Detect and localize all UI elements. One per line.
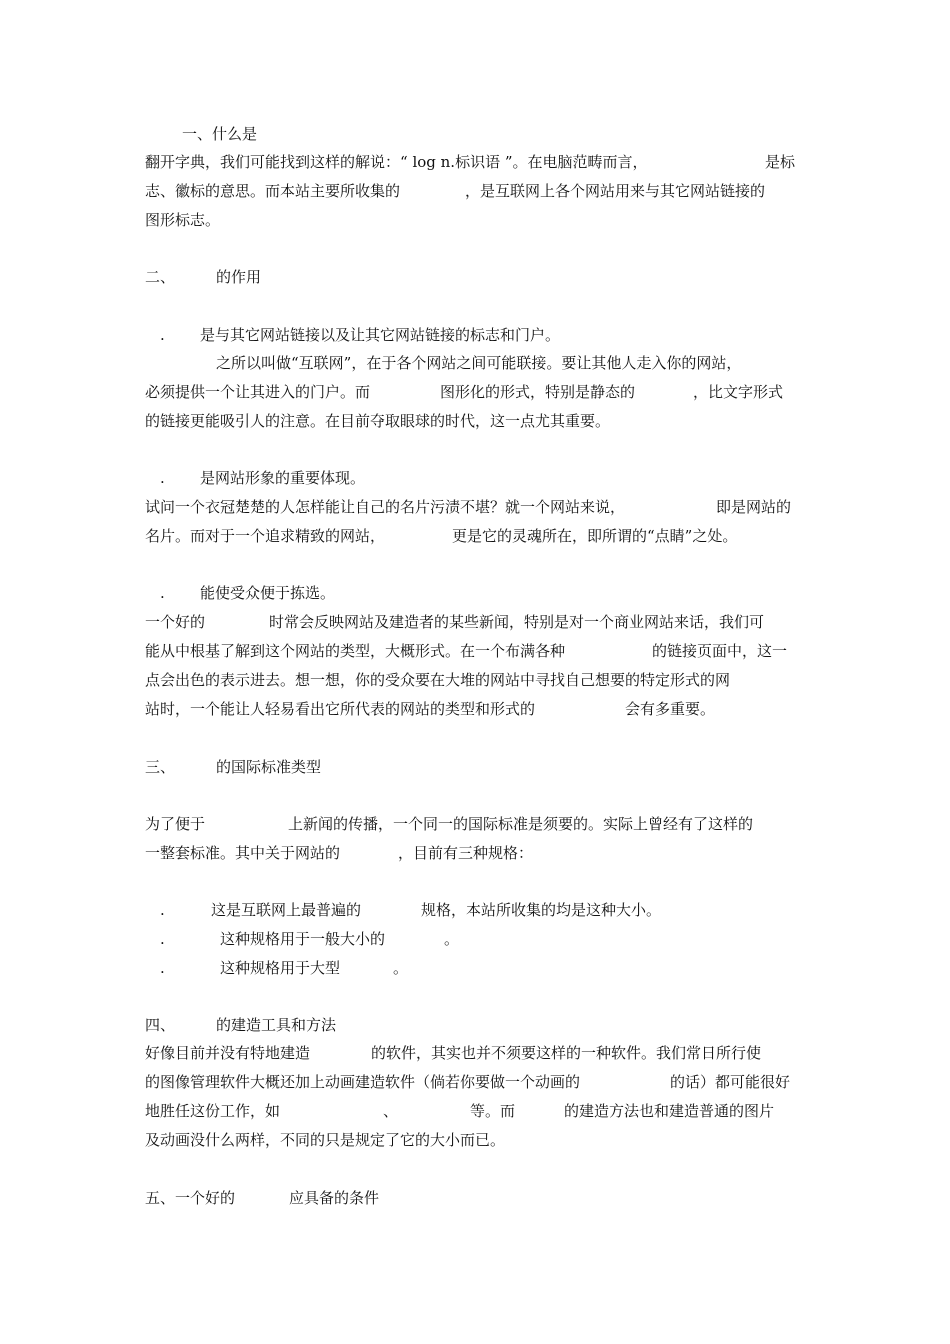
item-2-line-1-tail: 即是网站的 xyxy=(716,498,792,516)
spec-2-text: 这种规格用于一般大小的 xyxy=(220,930,386,948)
item-2-marker: . xyxy=(160,469,165,487)
section-4-line-3: 地胜任这份工作，如 xyxy=(145,1102,281,1120)
section-1-line-2-tail: ，是互联网上各个网站用来与其它网站链接的 xyxy=(465,182,766,200)
item-3-line-4: 站时，一个能让人轻易看出它所代表的网站的类型和形式的 xyxy=(145,700,536,718)
item-1-line-2: 必须提供一个让其进入的门户。而 xyxy=(145,383,371,401)
item-1-line-2-mid: 图形化的形式，特别是静态的 xyxy=(440,383,636,401)
section-4-line-1-tail: 的软件，其实也并不须要这样的一种软件。我们常日所行使 xyxy=(371,1044,762,1062)
section-5-heading: 五、一个好的 xyxy=(145,1189,236,1207)
item-1-line-2-tail: ，比文字形式 xyxy=(693,383,784,401)
item-2-line-1: 试问一个衣冠楚楚的人怎样能让自己的名片污渍不堪？就一个网站来说， xyxy=(145,498,626,516)
section-1-line-1-tail: 是标 xyxy=(765,153,796,171)
section-1-line-1: 翻开字典，我们可能找到这样的解说：“ log n.标识语 ”。在电脑范畴而言， xyxy=(145,153,648,171)
spec-1-text-tail: 规格，本站所收集的均是这种大小。 xyxy=(421,901,662,919)
section-3-line-2: 一整套标准。其中关于网站的 xyxy=(145,844,341,862)
spec-3-marker: . xyxy=(160,959,165,977)
item-1-line-3: 的链接更能吸引人的注意。在目前夺取眼球的时代，这一点尤其重要。 xyxy=(145,412,611,430)
item-3-line-1: 一个好的 xyxy=(145,613,206,631)
spec-3-text: 这种规格用于大型 xyxy=(220,959,341,977)
section-4-line-2: 的图像管理软件大概还加上动画建造软件（倘若你要做一个动画的 xyxy=(145,1073,581,1091)
item-1-line-1: 之所以叫做“互联网”，在于各个网站之间可能联接。要让其他人走入你的网站， xyxy=(216,354,742,372)
item-1-title: 是与其它网站链接以及让其它网站链接的标志和门户。 xyxy=(200,326,561,344)
spec-3-text-tail: 。 xyxy=(393,959,409,977)
section-4-line-3-mid: 等。而 xyxy=(470,1102,516,1120)
section-2-heading-tail: 的作用 xyxy=(216,268,262,286)
section-3-line-2-tail: ，目前有三种规格： xyxy=(398,844,534,862)
item-3-line-4-tail: 会有多重要。 xyxy=(625,700,716,718)
section-2-heading: 二、 xyxy=(145,268,176,286)
spec-1-marker: . xyxy=(160,901,165,919)
section-3-heading: 三、 xyxy=(145,758,176,776)
item-3-line-2-tail: 的链接页面中，这一 xyxy=(652,642,788,660)
item-3-line-1-tail: 时常会反映网站及建造者的某些新闻，特别是对一个商业网站来话，我们可 xyxy=(269,613,765,631)
spec-2-text-tail: 。 xyxy=(444,930,460,948)
section-4-line-4: 及动画没什么两样，不同的只是规定了它的大小而已。 xyxy=(145,1131,506,1149)
section-3-line-1: 为了便于 xyxy=(145,815,206,833)
section-4-line-3-tail: 的建造方法也和建造普通的图片 xyxy=(564,1102,775,1120)
spec-1-text: 这是互联网上最普遍的 xyxy=(211,901,362,919)
item-2-line-2-tail: 更是它的灵魂所在，即所谓的“点睛”之处。 xyxy=(452,527,738,545)
item-3-line-2: 能从中根基了解到这个网站的类型，大概形式。在一个布满各种 xyxy=(145,642,566,660)
section-4-line-1: 好像目前并没有特地建造 xyxy=(145,1044,311,1062)
item-2-line-2: 名片。而对于一个追求精致的网站， xyxy=(145,527,386,545)
item-3-marker: . xyxy=(160,584,165,602)
section-3-heading-tail: 的国际标准类型 xyxy=(216,758,322,776)
item-2-title: 是网站形象的重要体现。 xyxy=(200,469,366,487)
section-1-heading: 一、什么是 xyxy=(182,125,258,143)
section-3-line-1-tail: 上新闻的传播，一个同一的国际标准是须要的。实际上曾经有了这样的 xyxy=(288,815,754,833)
section-4-line-2-tail: 的话）都可能很好 xyxy=(670,1073,791,1091)
section-1-line-3: 图形标志。 xyxy=(145,211,221,229)
section-4-line-3-sep: 、 xyxy=(383,1102,399,1120)
item-3-title: 能使受众便于拣选。 xyxy=(200,584,336,602)
item-3-line-3: 点会出色的表示进去。想一想，你的受众要在大堆的网站中寻找自己想要的特定形式的网 xyxy=(145,671,731,689)
item-1-marker: . xyxy=(160,326,165,344)
section-1-line-2: 志、徽标的意思。而本站主要所收集的 xyxy=(145,182,401,200)
section-4-heading-tail: 的建造工具和方法 xyxy=(216,1016,337,1034)
spec-2-marker: . xyxy=(160,930,165,948)
section-4-heading: 四、 xyxy=(145,1016,176,1034)
section-5-heading-tail: 应具备的条件 xyxy=(289,1189,380,1207)
